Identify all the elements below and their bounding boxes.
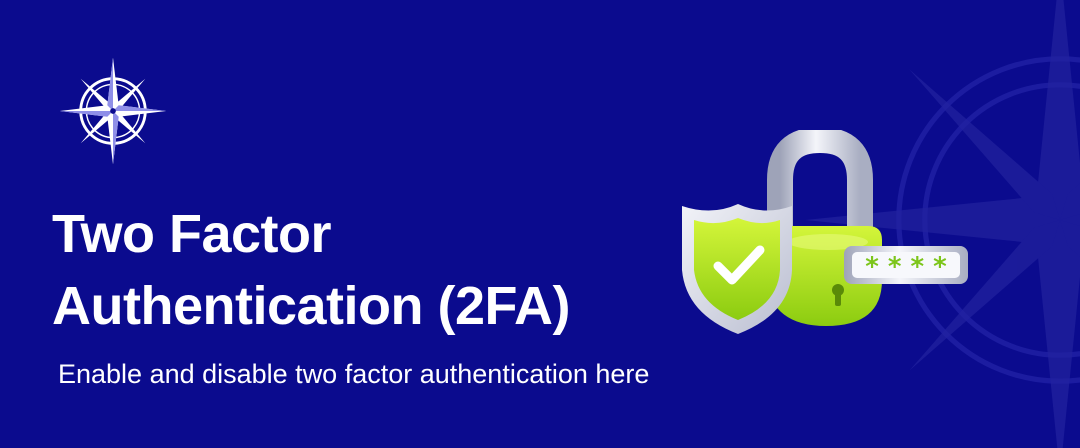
page-subtitle: Enable and disable two factor authentication here (58, 359, 650, 389)
password-mask: * * * * (865, 252, 947, 282)
password-field-graphic (844, 246, 968, 284)
title-line-2: Authentication (2FA) (52, 276, 570, 336)
title-line-1: Two Factor (52, 204, 332, 264)
page-title (52, 198, 570, 342)
shield-check-icon (682, 204, 792, 334)
compass-star-icon (56, 54, 170, 168)
security-illustration (668, 130, 978, 370)
